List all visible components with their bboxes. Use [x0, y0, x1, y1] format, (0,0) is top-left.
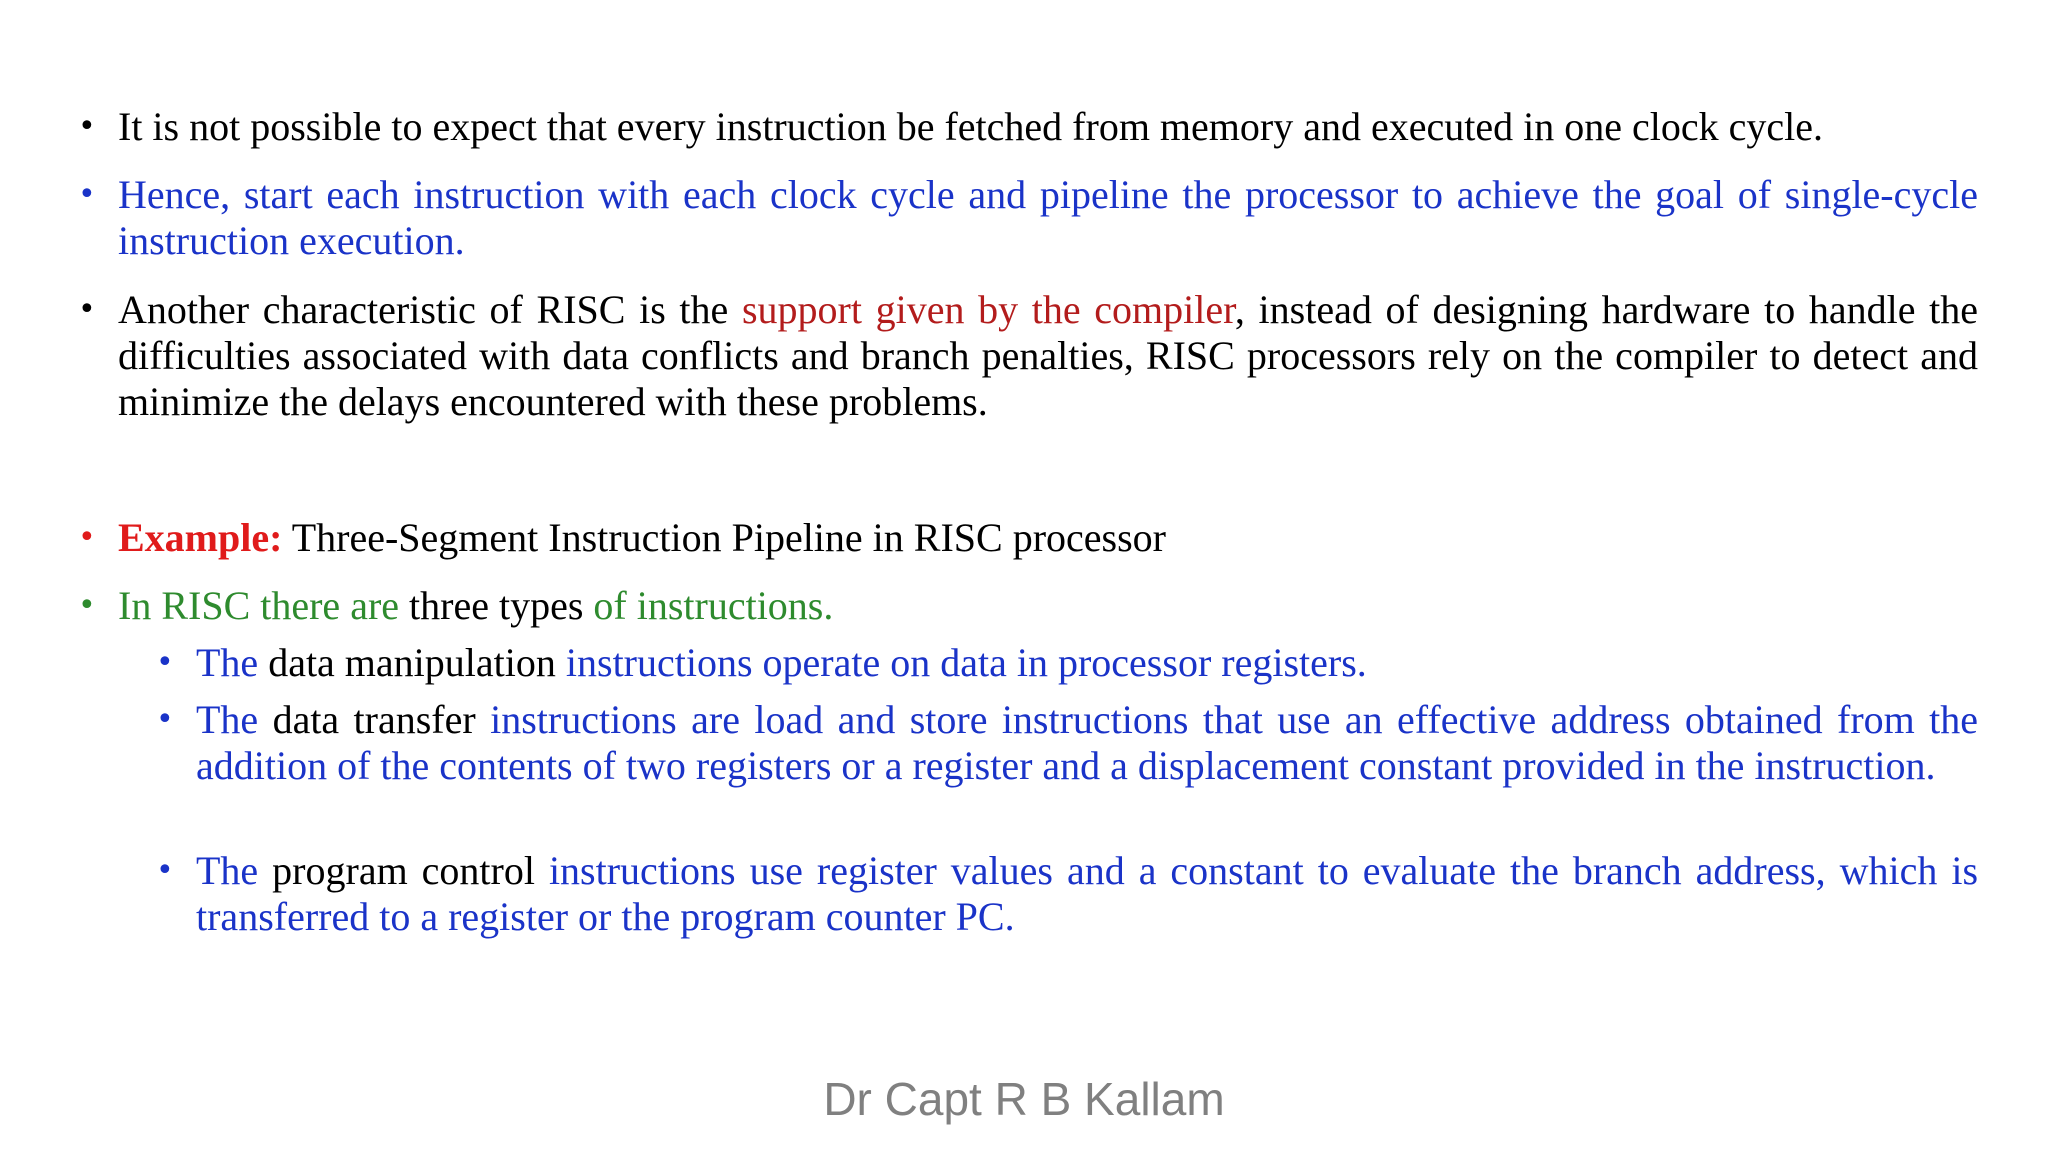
bullet-text-3-part2: , instead of designing hardware to handle the difficulties associated with data conflicts and branch penalties, RISC processors rely on the compiler to detect and minimize the delays encountered with these problems. [118, 287, 1978, 424]
sub-bullet-icon: • [156, 702, 174, 737]
sub-bullet-1-part2: instructions operate on data in processor registers. [555, 640, 1367, 685]
bullet-icon: • [78, 109, 96, 144]
compiler-support-highlight: support given by the compiler [741, 287, 1235, 332]
sub-bullet-1-part1: The [196, 640, 269, 685]
sub-bullet-3-part2: instructions use register values and a constant to evaluate the branch address, which is transferred to a register or the program counter PC. [196, 848, 1979, 939]
bullet-item-2 [78, 172, 1978, 264]
program-control-keyword: program control [272, 848, 535, 893]
bullet-icon: • [78, 520, 96, 555]
bullet-icon: • [78, 588, 96, 623]
bullet-text-2: Hence, start each instruction with each clock cycle and pipeline the processor to achieve the goal of single-cycle instruction execution. [118, 172, 1978, 263]
sub-bullet-item-2 [156, 697, 1978, 789]
sub-bullet-icon: • [156, 853, 174, 888]
data-manipulation-keyword: data manipulation [268, 640, 556, 685]
sub-bullet-2-part2: instructions are load and store instructions that use an effective address obtained from the addition of the contents of two registers or a register and a displacement constant provided in the instruction. [196, 697, 1978, 788]
sub-bullet-icon: • [156, 645, 174, 680]
sub-bullet-2-part1: The [196, 697, 273, 742]
bullet-icon: • [78, 292, 96, 327]
bullet-text-5-part1: In RISC there are [118, 583, 410, 628]
sub-bullet-3-part1: The [196, 848, 273, 893]
data-transfer-keyword: data transfer [272, 697, 476, 742]
bullet-icon: • [78, 177, 96, 212]
sub-bullet-item-1 [156, 640, 1978, 686]
bullet-text-3-part1: Another characteristic of RISC is the [118, 287, 742, 332]
example-text: Three-Segment Instruction Pipeline in RISC processor [282, 515, 1166, 560]
example-label: Example: [118, 515, 283, 560]
three-types-keyword: three types [409, 583, 584, 628]
bullet-text-5-part2: of instructions. [583, 583, 834, 628]
slide-footer-author: Dr Capt R B Kallam [823, 1073, 1225, 1125]
sub-bullet-item-3 [156, 848, 1979, 940]
bullet-text-1: It is not possible to expect that every instruction be fetched from memory and executed in one clock cycle. [118, 104, 1823, 149]
bullet-item-3 [78, 287, 1978, 425]
bullet-item-5 [78, 583, 1978, 629]
bullet-item-1 [78, 104, 1978, 150]
bullet-item-example [78, 515, 1978, 561]
